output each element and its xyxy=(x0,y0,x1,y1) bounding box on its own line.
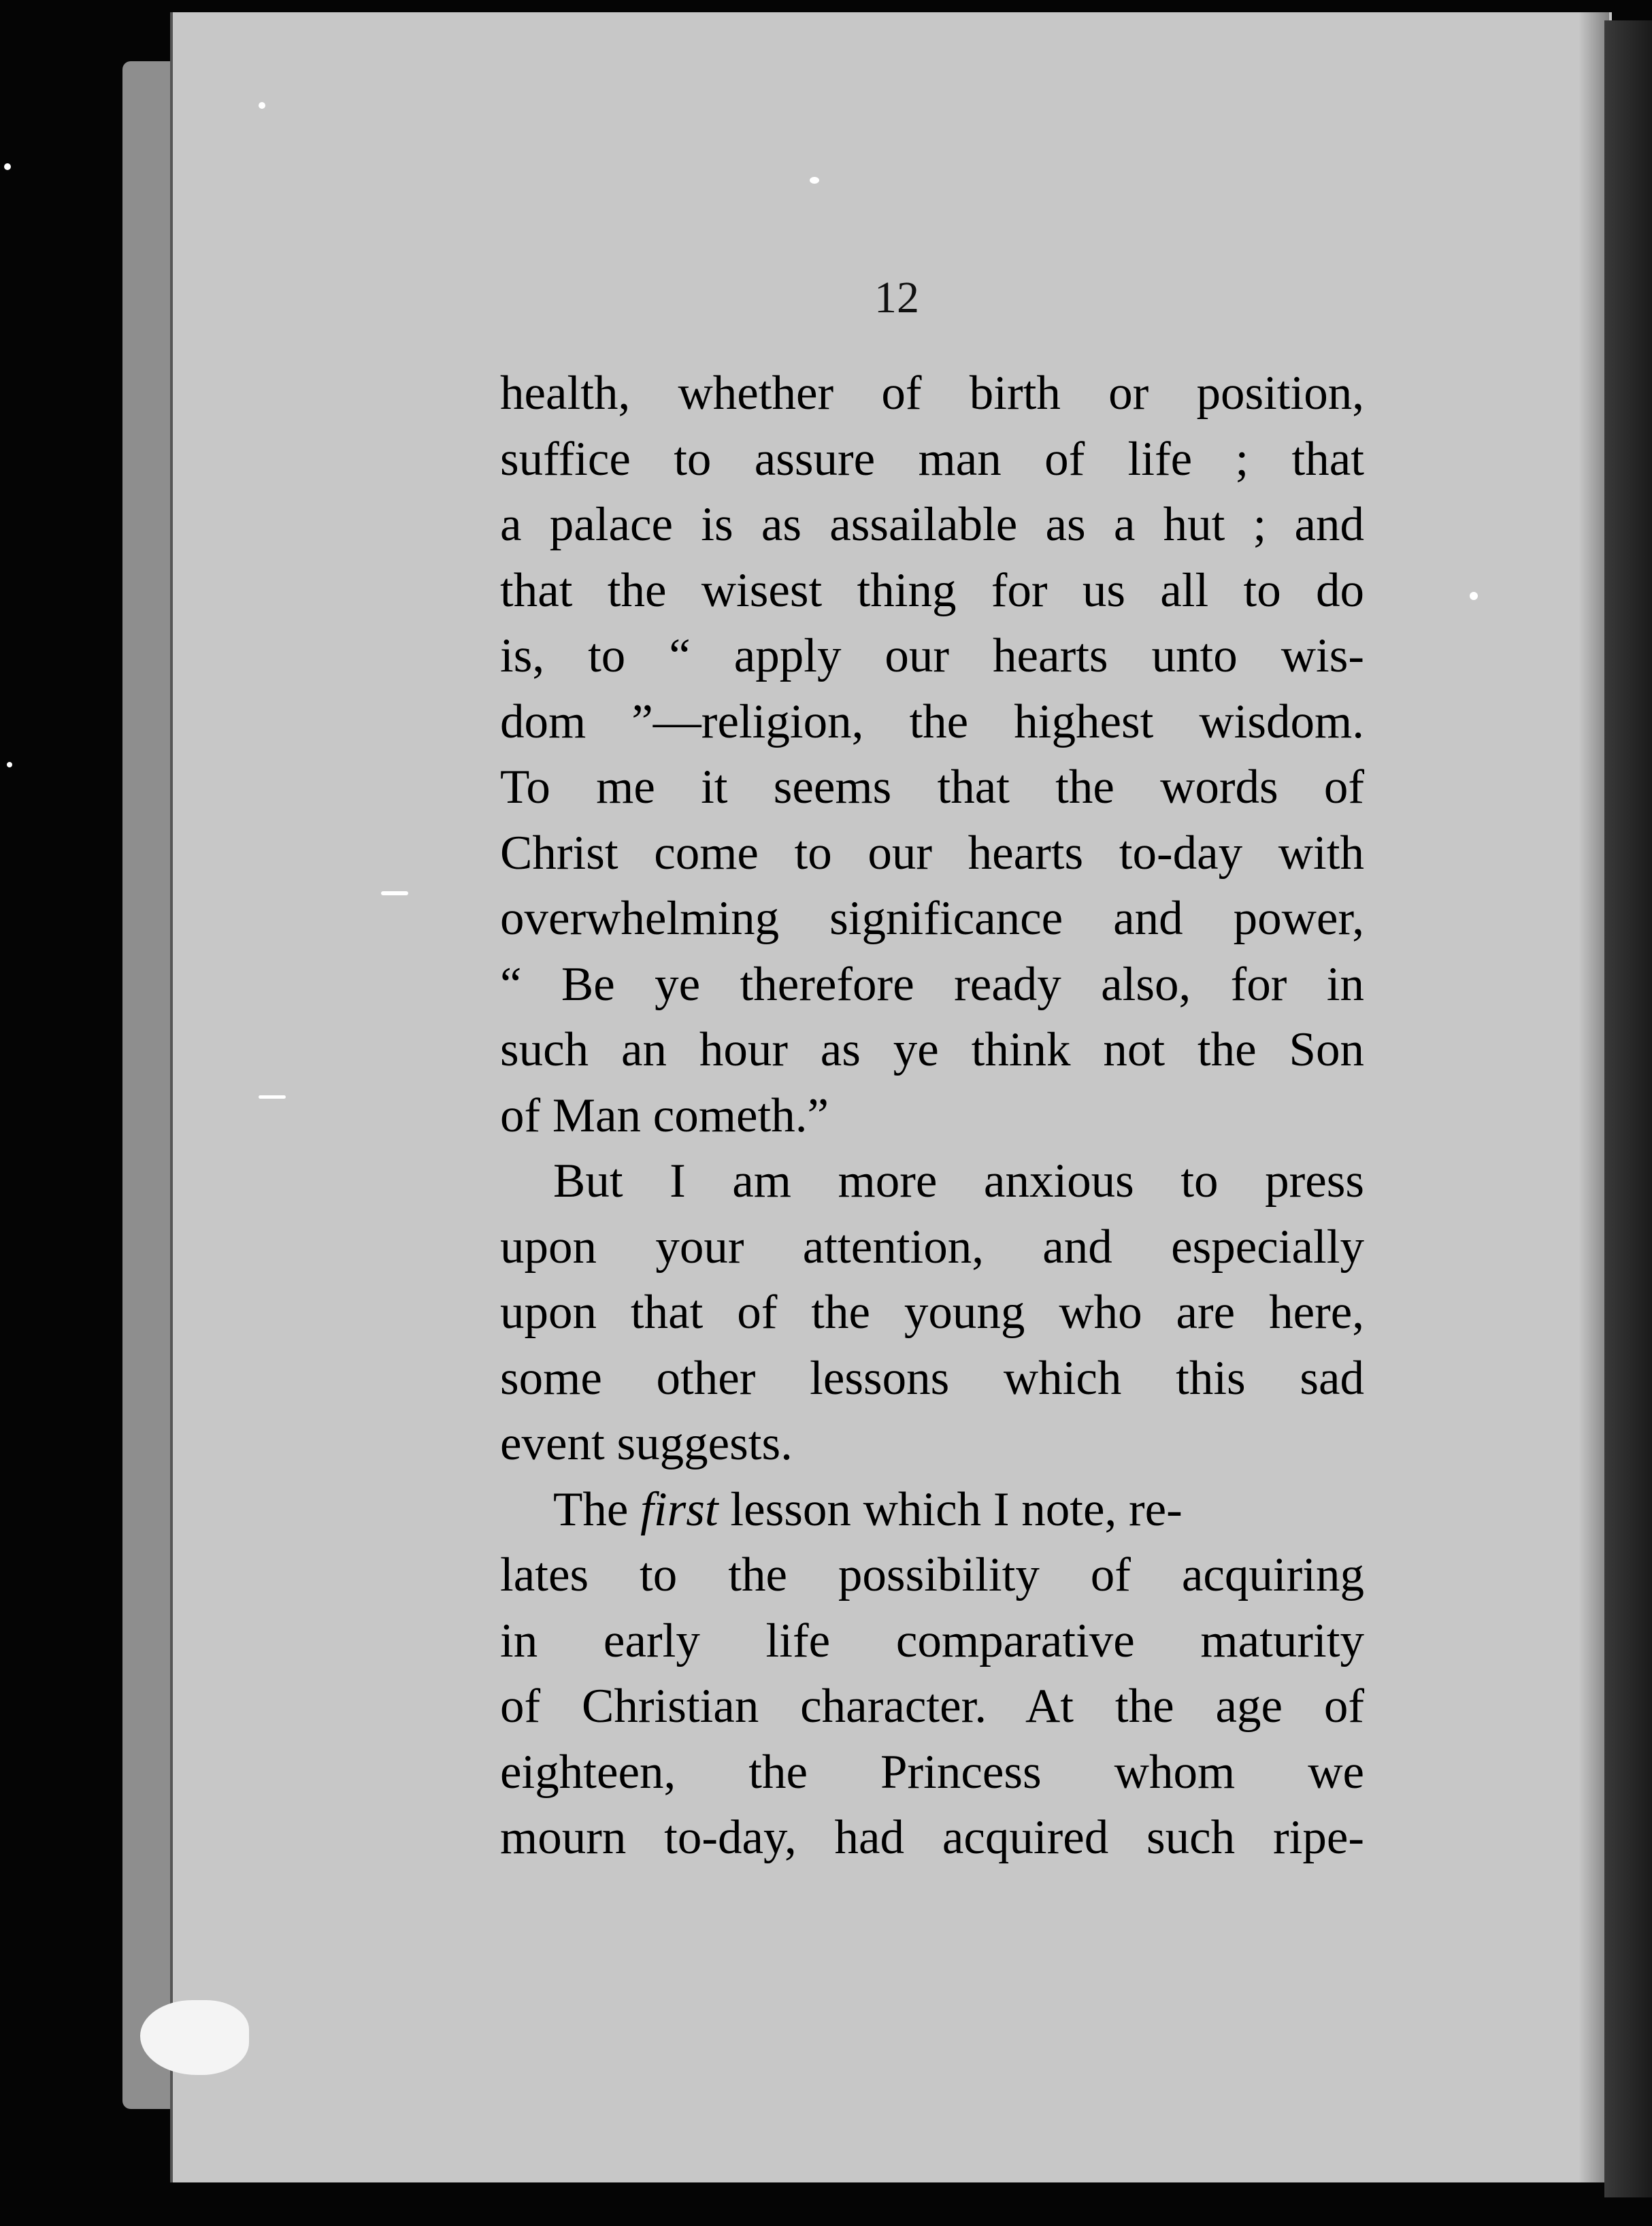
text-line xyxy=(500,1477,1364,1543)
text-line: To me it seems that the words of xyxy=(500,761,1364,814)
dust-speck xyxy=(810,177,819,184)
text-line: such an hour as ye think not the Son xyxy=(500,1023,1364,1076)
text-line: dom ”—religion, the highest wisdom. xyxy=(500,695,1364,748)
dust-speck xyxy=(4,163,11,170)
text-line: health, whether of birth or position, xyxy=(500,367,1364,420)
text-line: a palace is as assailable as a hut ; and xyxy=(500,498,1364,551)
book-spine xyxy=(1604,20,1652,2197)
text-line: in early life comparative maturity xyxy=(500,1614,1364,1667)
body-text xyxy=(500,361,1364,1871)
text-line: upon your attention, and especially xyxy=(500,1220,1364,1274)
text-line: overwhelming significance and power, xyxy=(500,892,1364,945)
text-line: lates to the possibility of acquiring xyxy=(500,1548,1364,1601)
text-span: lesson which I note, re- xyxy=(730,1482,1183,1536)
dust-speck xyxy=(259,1095,286,1099)
dust-speck xyxy=(259,102,265,109)
text-line: suffice to assure man of life ; that xyxy=(500,432,1364,486)
text-line: that the wisest thing for us all to do xyxy=(500,563,1364,617)
text-line: mourn to-day, had acquired such ripe- xyxy=(500,1811,1364,1864)
paragraph-2 xyxy=(500,1148,1364,1477)
paragraph-3 xyxy=(500,1477,1364,1871)
text-line: eighteen, the Princess whom we xyxy=(500,1745,1364,1799)
text-line: is, to “ apply our hearts unto wis- xyxy=(500,629,1364,682)
text-line: “ Be ye therefore ready also, for in xyxy=(500,957,1364,1011)
text-span: The xyxy=(553,1482,629,1536)
text-line: upon that of the young who are here, xyxy=(500,1286,1364,1339)
dust-speck xyxy=(7,762,12,767)
text-line: event suggests. xyxy=(500,1417,793,1470)
text-line: of Man cometh.” xyxy=(500,1089,829,1142)
text-line: Christ come to our hearts to-day with xyxy=(500,826,1364,880)
paper-damage-blot xyxy=(140,2000,249,2075)
dust-speck xyxy=(381,891,408,895)
paragraph-1 xyxy=(500,361,1364,1148)
text-line: of Christian character. At the age of xyxy=(500,1680,1364,1733)
text-line: But I am more anxious to press xyxy=(553,1154,1364,1208)
dust-speck xyxy=(1470,592,1478,600)
text-line: some other lessons which this sad xyxy=(500,1351,1364,1405)
italic-word: first xyxy=(640,1482,718,1536)
page-number: 12 xyxy=(874,273,919,322)
